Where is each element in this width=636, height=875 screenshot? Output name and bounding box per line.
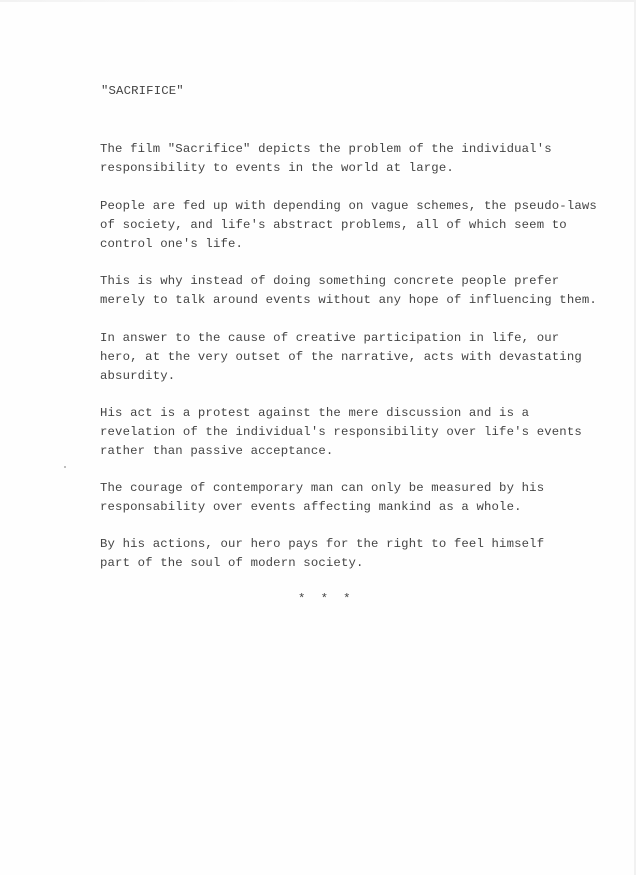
paragraph-line: merely to talk around events without any hope of influencing them.: [100, 293, 597, 307]
paragraph-7: [100, 535, 610, 573]
paragraph-line: His act is a protest against the mere discussion and is a: [100, 406, 530, 420]
paragraph-line: hero, at the very outset of the narrative, acts with devastating: [100, 350, 582, 364]
document-title: "SACRIFICE": [101, 84, 184, 98]
paragraph-3: [100, 272, 610, 310]
section-divider-asterisks: * * *: [298, 592, 351, 606]
paragraph-line: This is why instead of doing something concrete people prefer: [100, 274, 560, 288]
paragraph-line: control one's life.: [100, 237, 244, 251]
paragraph-line: part of the soul of modern society.: [100, 556, 364, 570]
paragraph-4: [100, 329, 610, 386]
paragraph-2: [100, 197, 610, 254]
paragraph-line: absurdity.: [100, 369, 176, 383]
paragraph-line: rather than passive acceptance.: [100, 444, 334, 458]
paragraph-1: [100, 140, 610, 178]
paragraph-line: responsability over events affecting mankind as a whole.: [100, 500, 522, 514]
paragraph-5: [100, 404, 610, 461]
paragraph-line: of society, and life's abstract problems, all of which seem to: [100, 218, 567, 232]
paragraph-line: responsibility to events in the world at large.: [100, 161, 454, 175]
paragraph-line: In answer to the cause of creative participation in life, our: [100, 331, 560, 345]
scan-speck: [64, 466, 66, 468]
paragraph-line: By his actions, our hero pays for the right to feel himself: [100, 537, 545, 551]
paragraph-line: revelation of the individual's responsibility over life's events: [100, 425, 582, 439]
paragraph-line: The courage of contemporary man can only be measured by his: [100, 481, 545, 495]
paragraph-line: People are fed up with depending on vague schemes, the pseudo-laws: [100, 199, 597, 213]
paragraph-6: [100, 479, 610, 517]
paragraph-line: The film "Sacrifice" depicts the problem of the individual's: [100, 142, 552, 156]
